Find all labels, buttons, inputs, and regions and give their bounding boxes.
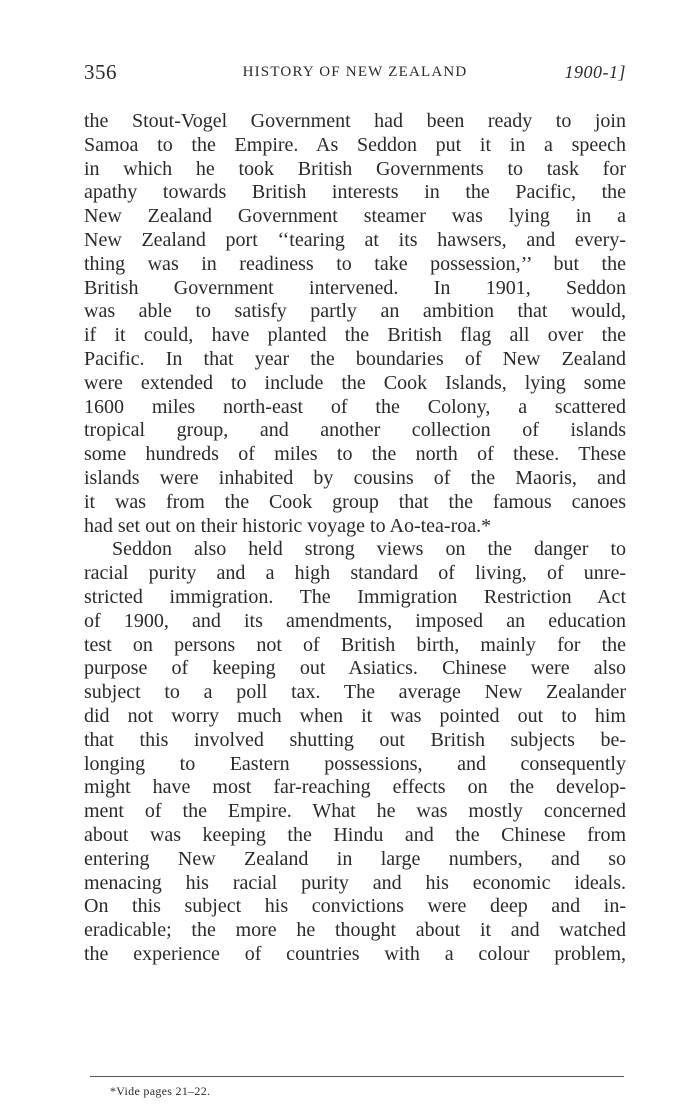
body-line: menacing his racial purity and his economic ideals. <box>84 871 626 894</box>
body-line: might have most far-reaching effects on the develop- <box>84 776 626 799</box>
footnote: *Vide pages 21–22. <box>110 1084 211 1098</box>
footnote-divider <box>90 1076 624 1077</box>
body-line: eradicable; the more he thought about it and watched <box>84 919 626 942</box>
body-line: the experience of countries with a colour problem, <box>84 942 626 965</box>
body-line: were extended to include the Cook Islands, lying some <box>84 371 626 394</box>
body-line: islands were inhabited by cousins of the Maoris, and <box>84 466 626 489</box>
body-line: some hundreds of miles to the north of these. These <box>84 443 626 466</box>
body-line: apathy towards British interests in the Pacific, the <box>84 181 626 204</box>
body-line: the Stout-Vogel Government had been ready to join <box>84 110 626 132</box>
running-head <box>84 56 626 88</box>
body-line: did not worry much when it was pointed out to him <box>84 704 626 727</box>
body-line: was able to satisfy partly an ambition that would, <box>84 300 626 323</box>
body-line: it was from the Cook group that the famous canoes <box>84 490 626 513</box>
body-line: entering New Zealand in large numbers, and so <box>84 847 626 870</box>
body-line: if it could, have planted the British flag all over the <box>84 324 626 347</box>
body-line: ment of the Empire. What he was mostly concerned <box>84 800 626 823</box>
paragraph-start-line: Seddon also held strong views on the danger to <box>112 538 626 561</box>
body-line: On this subject his convictions were deep and in- <box>84 895 626 918</box>
running-title: HISTORY OF NEW ZEALAND <box>242 64 468 80</box>
body-text <box>84 110 626 967</box>
body-line: thing was in readiness to take possession,’’ but the <box>84 252 626 275</box>
body-line: that this involved shutting out British subjects be- <box>84 728 626 751</box>
body-line: Samoa to the Empire. As Seddon put it in a speech <box>84 133 626 156</box>
body-line: Pacific. In that year the boundaries of New Zealand <box>84 347 626 370</box>
body-line: purpose of keeping out Asiatics. Chinese were also <box>84 657 626 680</box>
body-line: longing to Eastern possessions, and consequently <box>84 752 626 775</box>
body-line: in which he took British Governments to task for <box>84 157 626 180</box>
body-line: about was keeping the Hindu and the Chinese from <box>84 823 626 846</box>
body-line: of 1900, and its amendments, imposed an education <box>84 609 626 632</box>
body-line: racial purity and a high standard of living, of unre- <box>84 562 626 585</box>
running-years: 1900-1] <box>564 62 626 82</box>
page-number: 356 <box>84 60 117 84</box>
body-line: subject to a poll tax. The average New Zealander <box>84 681 626 704</box>
body-line: New Zealand Government steamer was lying in a <box>84 205 626 228</box>
body-line: tropical group, and another collection of islands <box>84 419 626 442</box>
body-line: New Zealand port ‘‘tearing at its hawsers, and every- <box>84 228 626 251</box>
body-line: test on persons not of British birth, mainly for the <box>84 633 626 656</box>
body-line: 1600 miles north-east of the Colony, a scattered <box>84 395 626 418</box>
body-line: stricted immigration. The Immigration Restriction Act <box>84 585 626 608</box>
body-line: British Government intervened. In 1901, Seddon <box>84 276 626 299</box>
paragraph-end-line: had set out on their historic voyage to Ao-tea-roa.* <box>84 514 492 537</box>
